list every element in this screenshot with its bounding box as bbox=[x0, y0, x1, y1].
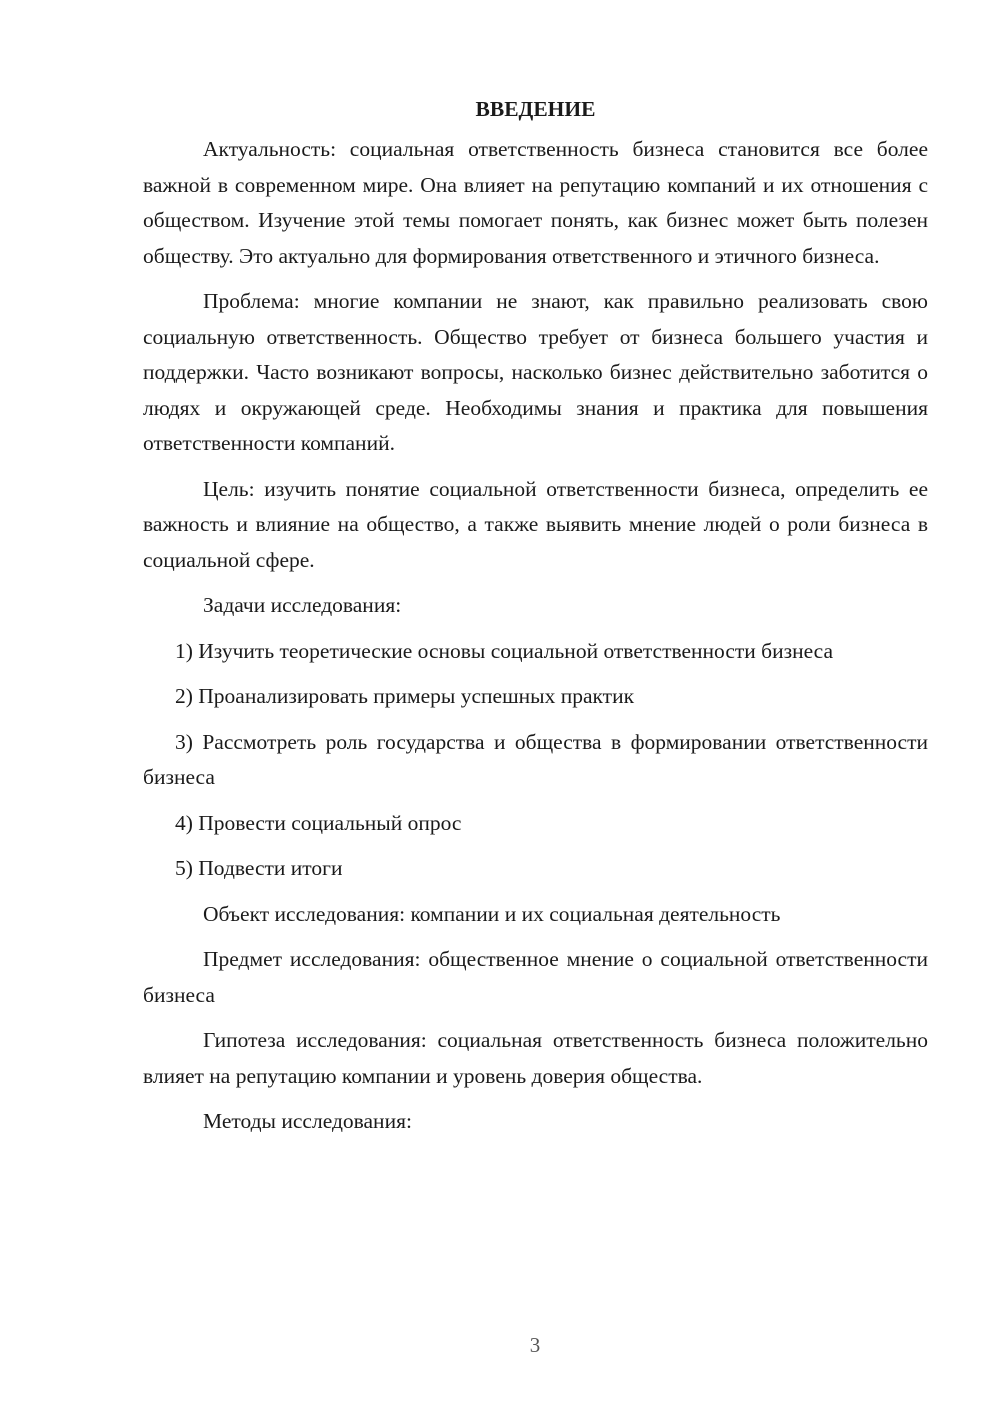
relevance-paragraph: Актуальность: социальная ответственность бизнеса становится все более важной в современном мире. Она влияет на репутацию компаний и их отношения с обществом. Изучение этой темы помогает понять, как бизнес может быть полезен обществу. Это актуально для формирования ответственного и этичного бизнеса. bbox=[143, 137, 928, 268]
hypothesis-paragraph: Гипотеза исследования: социальная ответственность бизнеса положительно влияет на репутацию компании и уровень доверия общества. bbox=[143, 1028, 928, 1088]
document-page bbox=[143, 92, 928, 1150]
task-item-3: 3) Рассмотреть роль государства и общества в формировании ответственности бизнеса bbox=[143, 729, 928, 789]
page-number: 3 bbox=[529, 1333, 541, 1357]
task-item-1: 1) Изучить теоретические основы социальной ответственности бизнеса bbox=[175, 638, 834, 663]
task-item-5: 5) Подвести итоги bbox=[175, 856, 343, 880]
section-title: ВВЕДЕНИЕ bbox=[475, 97, 596, 121]
goal-paragraph: Цель: изучить понятие социальной ответственности бизнеса, определить ее важность и влияние на общество, а также выявить мнение людей о роли бизнеса в социальной сфере. bbox=[143, 476, 928, 572]
object-paragraph: Объект исследования: компании и их социальная деятельность bbox=[203, 901, 781, 926]
subject-paragraph: Предмет исследования: общественное мнение о социальной ответственности бизнеса bbox=[143, 947, 928, 1007]
problem-paragraph: Проблема: многие компании не знают, как правильно реализовать свою социальную ответственность. Общество требует от бизнеса большего участия и поддержки. Часто возникают вопросы, насколько бизнес действительно заботится о людях и окружающей среде. Необходимы знания и практика для повышения ответственности компаний. bbox=[143, 289, 928, 455]
task-item-4: 4) Провести социальный опрос bbox=[175, 810, 462, 835]
methods-heading: Методы исследования: bbox=[203, 1109, 412, 1133]
tasks-heading: Задачи исследования: bbox=[203, 593, 402, 617]
task-item-2: 2) Проанализировать примеры успешных практик bbox=[175, 684, 635, 708]
